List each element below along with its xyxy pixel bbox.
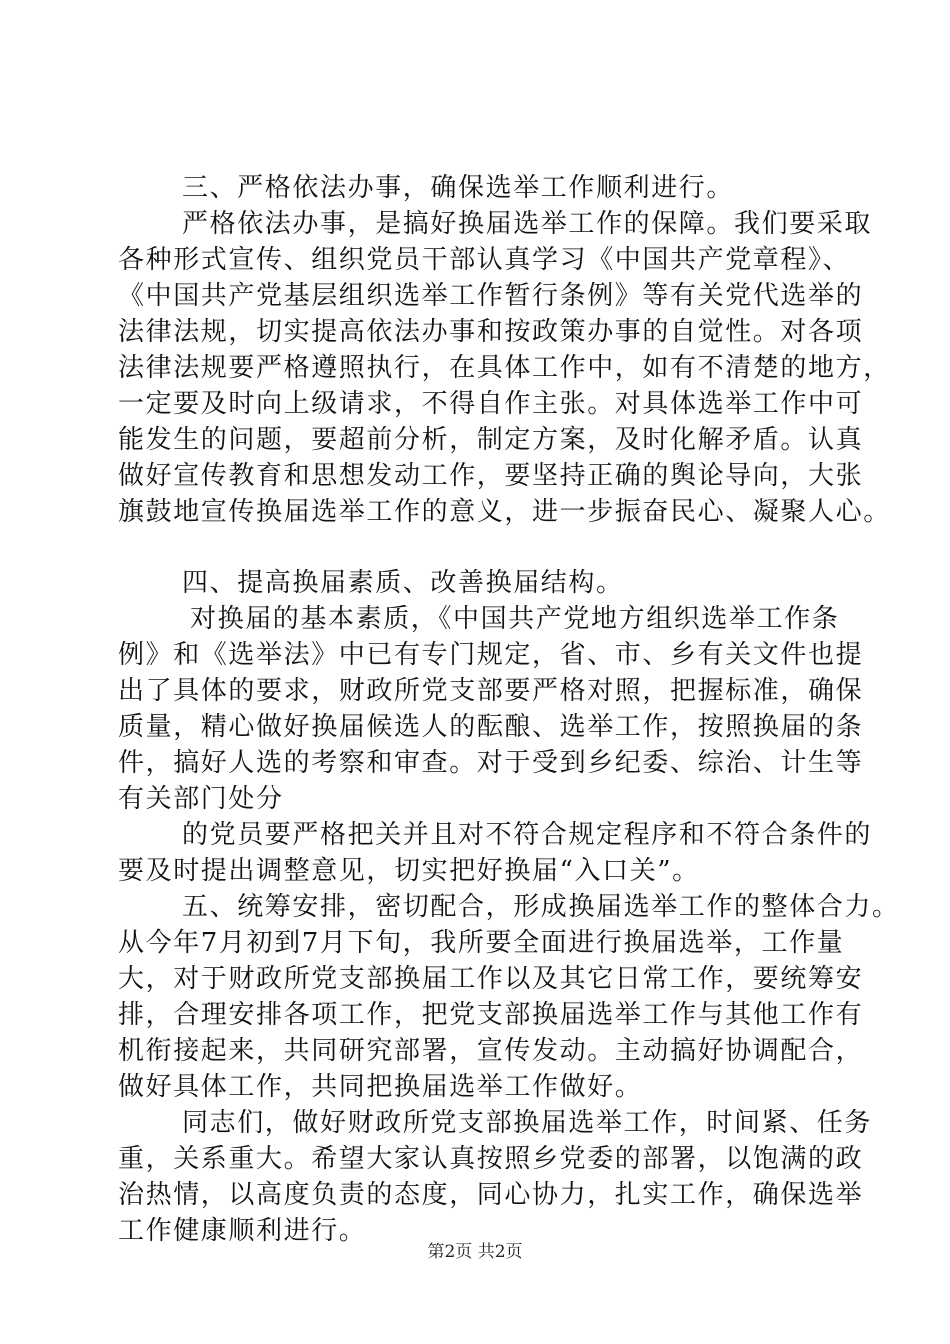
paragraph-line: 排，合理安排各项工作，把党支部换届选举工作与其他工作有 xyxy=(118,1000,864,1030)
section-heading-5: 五、统筹安排，密切配合，形成换届选举工作的整体合力。 xyxy=(182,892,900,922)
paragraph-line: 对换届的基本素质，《中国共产党地方组织选举工作条 xyxy=(190,604,840,634)
section-heading-4: 四、提高换届素质、改善换届结构。 xyxy=(182,568,624,598)
paragraph-line: 做好具体工作，共同把换届选举工作做好。 xyxy=(118,1072,643,1102)
paragraph-line: 严格依法办事，是搞好换届选举工作的保障。我们要采取 xyxy=(182,209,873,239)
closing-paragraph-line: 重，关系重大。希望大家认真按照乡党委的部署，以饱满的政 xyxy=(118,1144,864,1174)
closing-paragraph-line: 工作健康顺利进行。 xyxy=(118,1216,367,1246)
section-heading-3: 三、严格依法办事，确保选举工作顺利进行。 xyxy=(182,173,735,203)
paragraph-line: 《中国共产党基层组织选举工作暂行条例》等有关党代选举的 xyxy=(118,281,864,311)
paragraph-line: 大，对于财政所党支部换届工作以及其它日常工作，要统筹安 xyxy=(118,964,864,994)
paragraph-line: 各种形式宣传、组织党员干部认真学习《中国共产党章程》、 xyxy=(118,245,851,275)
closing-paragraph-line: 治热情，以高度负责的态度，同心协力，扎实工作，确保选举 xyxy=(118,1180,864,1210)
closing-paragraph-line: 同志们，做好财政所党支部换届选举工作，时间紧、任务 xyxy=(182,1108,873,1138)
paragraph-line: 一定要及时向上级请求，不得自作主张。对具体选举工作中可 xyxy=(118,389,864,419)
paragraph-line: 要及时提出调整意见，切实把好换届“入口关”。 xyxy=(118,856,700,886)
paragraph-line: 从今年7月初到7月下旬，我所要全面进行换届选举，工作量 xyxy=(118,928,845,958)
paragraph-line: 法律法规，切实提高依法办事和按政策办事的自觉性。对各项 xyxy=(118,317,864,347)
paragraph-line: 能发生的问题，要超前分析，制定方案，及时化解矛盾。认真 xyxy=(118,425,864,455)
paragraph-line: 例》和《选举法》中已有专门规定，省、市、乡有关文件也提 xyxy=(118,640,864,670)
paragraph-line: 法律法规要严格遵照执行，在具体工作中，如有不清楚的地方， xyxy=(118,353,891,383)
page-number-footer: 第2页 共2页 xyxy=(427,1242,523,1262)
paragraph-line: 质量，精心做好换届候选人的酝酿、选举工作，按照换届的条 xyxy=(118,712,864,742)
paragraph-line: 有关部门处分 xyxy=(118,784,284,814)
paragraph-line: 出了具体的要求，财政所党支部要严格对照，把握标准，确保 xyxy=(118,676,864,706)
paragraph-line: 做好宣传教育和思想发动工作，要坚持正确的舆论导向，大张 xyxy=(118,461,864,491)
paragraph-line: 件，搞好人选的考察和审查。对于受到乡纪委、综治、计生等 xyxy=(118,748,864,778)
paragraph-line: 旗鼓地宣传换届选举工作的意义，进一步振奋民心、凝聚人心。 xyxy=(118,497,891,527)
paragraph-line: 的党员要严格把关并且对不符合规定程序和不符合条件的 xyxy=(182,820,873,850)
paragraph-line: 机衔接起来，共同研究部署，宣传发动。主动搞好协调配合， xyxy=(118,1036,864,1066)
